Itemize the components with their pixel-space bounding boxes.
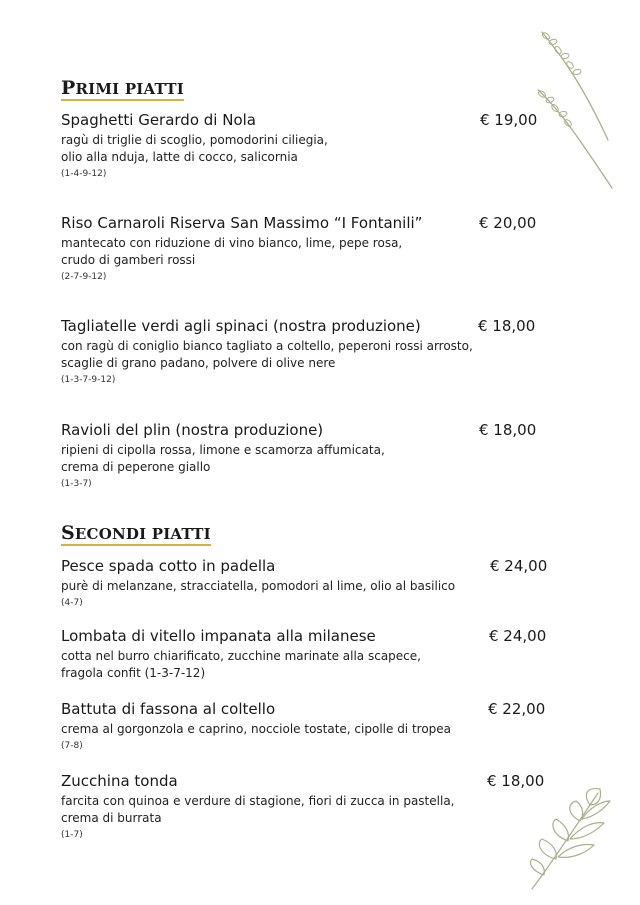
- menu-item: [61, 317, 536, 387]
- lavender-sprig-icon: [520, 20, 620, 190]
- dish-price: € 24,00: [489, 627, 547, 645]
- dish-name: Battuta di fassona al coltello: [61, 700, 276, 718]
- dish-name: Tagliatelle verdi agli spinaci (nostra produzione): [61, 317, 421, 335]
- dish-price: € 18,00: [479, 421, 537, 439]
- section-title-primi: PRIMI PIATTI: [61, 77, 184, 99]
- dish-description: farcita con quinoa e verdure di stagione, fiori di zucca in pastella, crema di burrata: [61, 794, 455, 825]
- dish-name: Pesce spada cotto in padella: [61, 557, 276, 575]
- dish-allergens: (2-7-9-12): [61, 272, 107, 282]
- section-title-secondi: SECONDI PIATTI: [61, 522, 211, 544]
- dish-price: € 20,00: [479, 214, 537, 232]
- dish-description: con ragù di coniglio bianco tagliato a coltello, peperoni rossi arrosto, scaglie di grano padano, polvere di olive nere: [61, 339, 473, 370]
- dish-allergens: (4-7): [61, 598, 83, 608]
- dish-allergens: (1-3-7): [61, 479, 92, 489]
- dish-price: € 19,00: [480, 111, 538, 129]
- dish-name: Riso Carnaroli Riserva San Massimo “I Fontanili”: [61, 214, 423, 232]
- dish-allergens: (1-3-7-9-12): [61, 375, 116, 385]
- menu-item: [61, 111, 538, 181]
- dish-name: Ravioli del plin (nostra produzione): [61, 421, 324, 439]
- dish-description: ripieni di cipolla rossa, limone e scamorza affumicata, crema di peperone giallo: [61, 443, 385, 474]
- dish-allergens: (1-7): [61, 830, 83, 840]
- dish-price: € 24,00: [490, 557, 548, 575]
- dish-price: € 18,00: [478, 317, 536, 335]
- dish-description: ragù di triglie di scoglio, pomodorini ciliegia, olio alla nduja, latte di cocco, salicornia: [61, 133, 328, 164]
- dish-description: cotta nel burro chiarificato, zucchine marinate alla scapece, fragola confit (1-3-7-12): [61, 649, 421, 680]
- leaf-branch-icon: [520, 785, 620, 895]
- dish-price: € 18,00: [487, 772, 545, 790]
- menu-item: [61, 557, 548, 610]
- dish-allergens: (1-4-9-12): [61, 169, 107, 179]
- menu-item: [61, 421, 537, 491]
- dish-description: crema al gorgonzola e caprino, nocciole tostate, cipolle di tropea: [61, 722, 452, 736]
- menu-item: [61, 214, 537, 284]
- menu-item: [61, 772, 545, 842]
- menu-item: [61, 700, 546, 753]
- menu-item: [61, 627, 547, 682]
- dish-name: Spaghetti Gerardo di Nola: [61, 111, 256, 129]
- dish-name: Zucchina tonda: [61, 772, 178, 790]
- dish-description: mantecato con riduzione di vino bianco, lime, pepe rosa, crudo di gamberi rossi: [61, 236, 403, 267]
- dish-allergens: (7-8): [61, 741, 83, 751]
- dish-name: Lombata di vitello impanata alla milanese: [61, 627, 376, 645]
- dish-description: purè di melanzane, stracciatella, pomodori al lime, olio al basilico: [61, 579, 456, 593]
- dish-price: € 22,00: [488, 700, 546, 718]
